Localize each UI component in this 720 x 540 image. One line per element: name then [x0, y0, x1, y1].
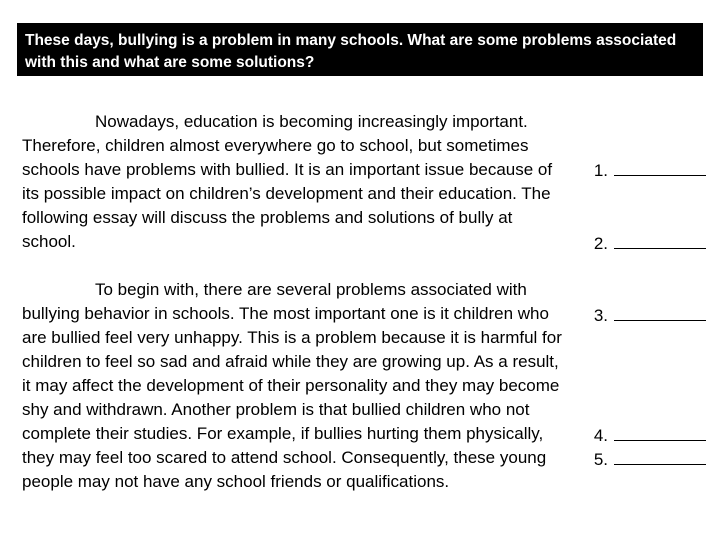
answer-blank-1 [572, 158, 706, 183]
question-banner [17, 23, 703, 76]
paragraph-2-text: To begin with, there are several problems associated with bullying behavior in schools. The most important one is it children who are bullied feel very unhappy. This is a problem because it is harmful for children to feel so sad and afraid while they are growing up. As a result, it may affect the development of their personality and they may become shy and withdrawn. Another problem is that bullied children who not complete their studies. For example, if bullies hurting them physically, they may feel too scared to attend school. Consequently, these young people may not have any school friends or qualifications. [22, 280, 562, 491]
answer-line [614, 303, 706, 321]
blank-number: 1. [593, 161, 608, 180]
blank-number: 3. [593, 306, 608, 325]
essay-paragraph-1 [22, 110, 562, 254]
answer-line [614, 423, 706, 441]
question-text: These days, bullying is a problem in many schools. What are some problems associated with this and what are some solutions? [25, 32, 677, 71]
blank-number: 4. [593, 426, 608, 445]
blank-number: 5. [593, 450, 608, 469]
answer-line [614, 231, 706, 249]
answer-line [614, 158, 706, 176]
answer-line [614, 447, 706, 465]
answer-blank-4 [572, 423, 706, 448]
answer-blank-2 [572, 231, 706, 256]
answer-blank-3 [572, 303, 706, 328]
paragraph-1-text: Nowadays, education is becoming increasingly important. Therefore, children almost everywhere go to school, but sometimes schools have problems with bullied. It is an important issue because of its possible impact on children’s development and their education. The following essay will discuss the problems and solutions of bully at school. [22, 112, 553, 251]
essay-paragraph-2 [22, 278, 562, 494]
answer-blank-5 [572, 447, 706, 472]
blank-number: 2. [593, 234, 608, 253]
